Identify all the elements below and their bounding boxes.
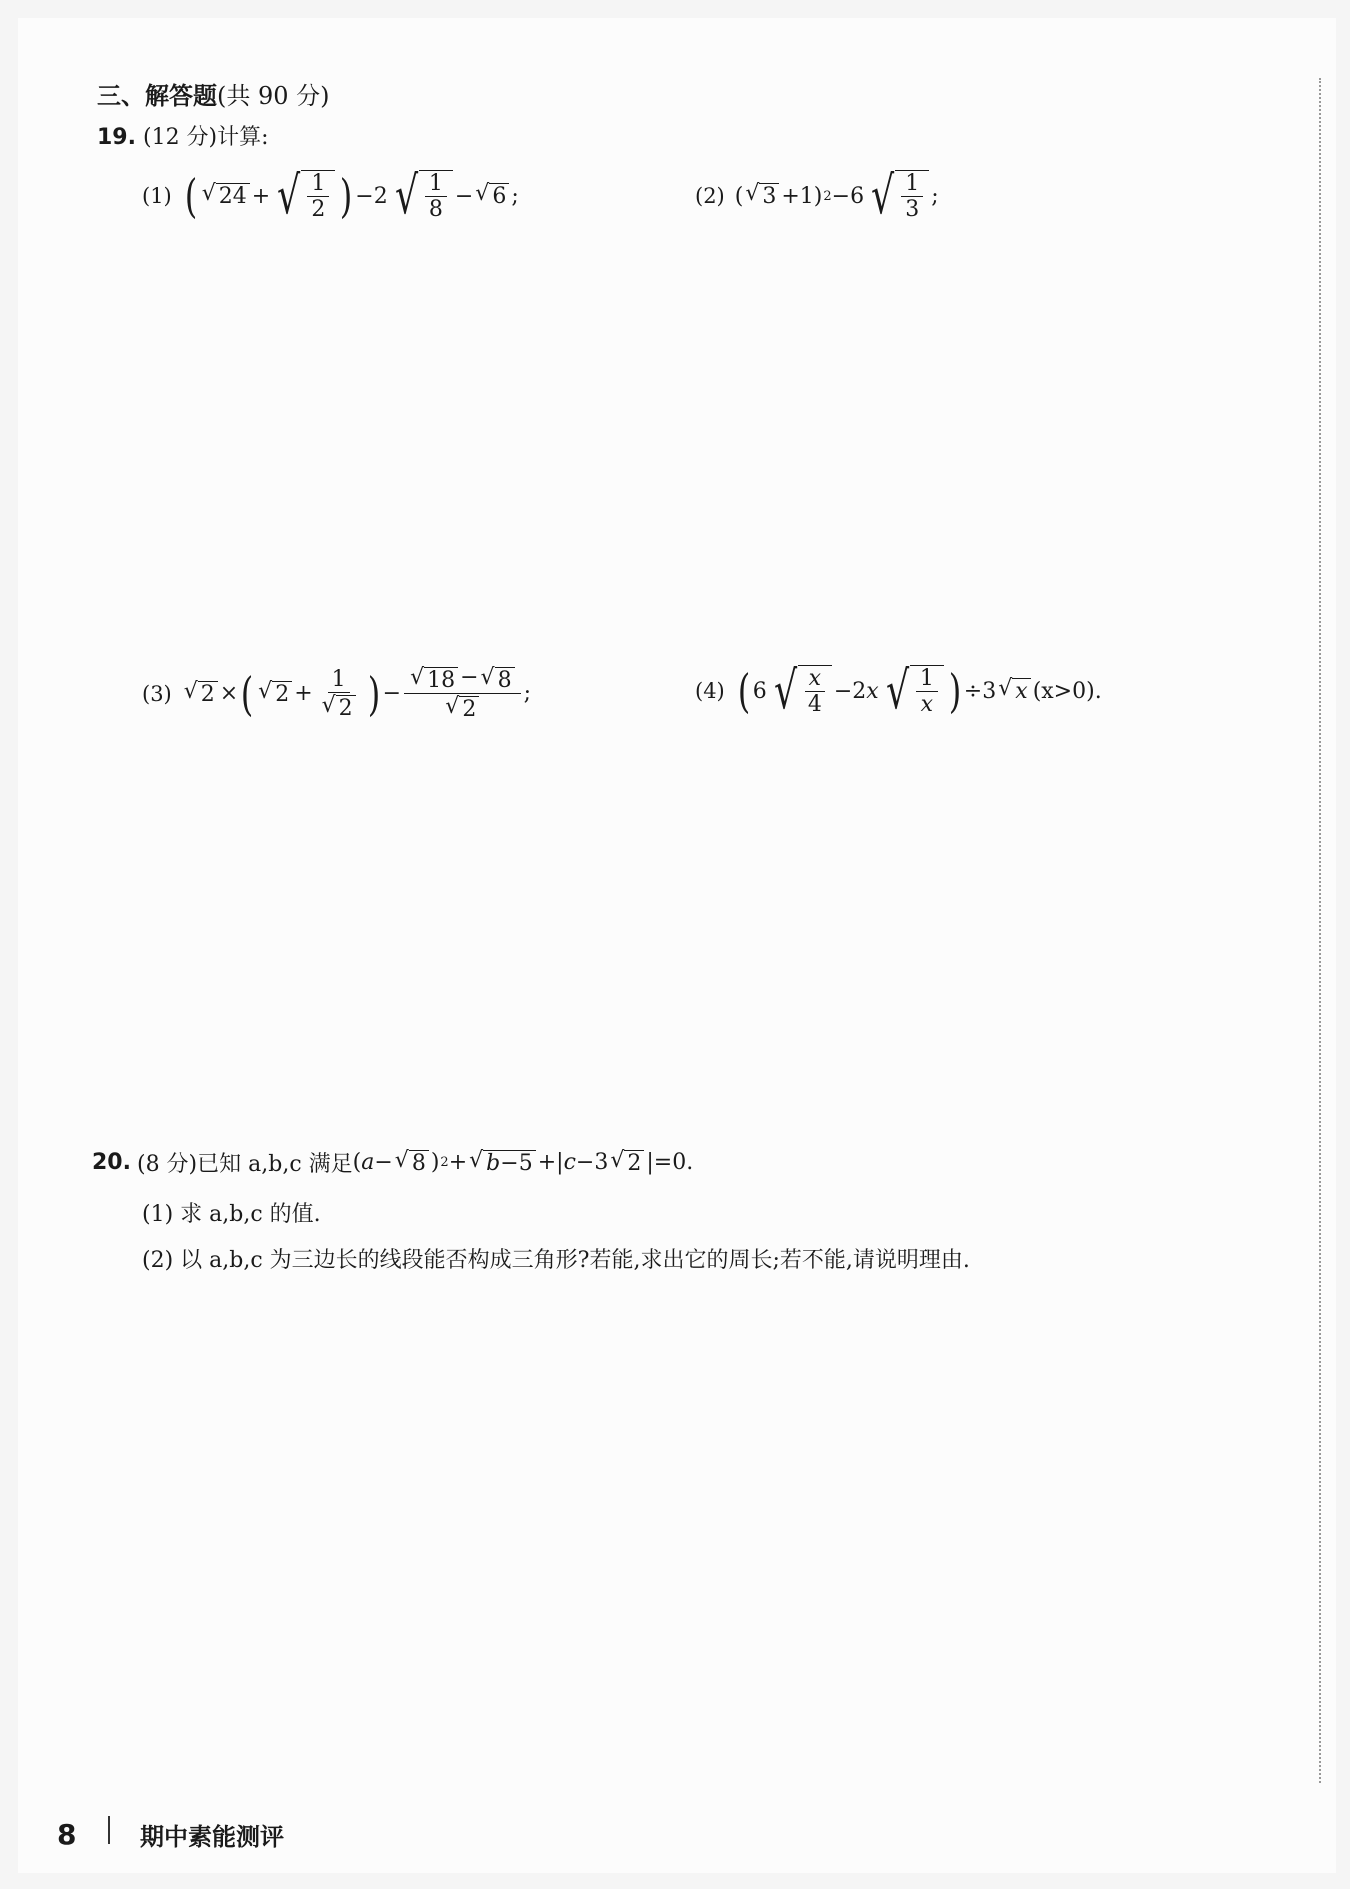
q20-part2: (2) 以 a,b,c 为三边长的线段能否构成三角形?若能,求出它的周长;若不能,请说明理由. xyxy=(142,1248,970,1273)
minus-six: −6 xyxy=(831,183,865,209)
sqrt-one-half: √ $\frac{1}{2}$ xyxy=(272,170,335,223)
minus-sign: − xyxy=(382,681,402,707)
section-title xyxy=(97,76,330,111)
exponent-2: 2 xyxy=(440,1155,449,1170)
q19-part3-expression xyxy=(142,665,531,723)
q20-term1-open: (a− xyxy=(352,1150,393,1175)
plus-sign: + xyxy=(537,1150,557,1175)
sqrt-2: √ 2 xyxy=(258,681,292,707)
binding-margin-line xyxy=(1319,78,1321,1783)
sqrt-x: √ x xyxy=(998,678,1030,704)
one-over-sqrt-2: 1 √ 2 xyxy=(316,667,362,722)
q19-part1-label: (1) xyxy=(142,184,172,209)
sqrt-one-eighth: √ $\frac{1}{8}$ xyxy=(390,170,453,223)
sqrt-8: √ 8 xyxy=(395,1150,429,1176)
semicolon: ; xyxy=(523,681,531,707)
minus-sign: − xyxy=(454,183,474,209)
sqrt-b-minus-5: √ b−5 xyxy=(469,1150,536,1176)
sqrt-x-over-4: √ $\frac{x}{4}$ xyxy=(769,665,832,718)
sqrt-one-over-x: √ $\frac{1}{x}$ xyxy=(881,665,944,718)
q19-part2-label: (2) xyxy=(695,184,725,209)
plus-one: +1) xyxy=(781,183,823,209)
abs-open: |c−3 xyxy=(556,1150,609,1175)
sqrt-24: √ 24 xyxy=(202,183,250,209)
left-paren: ( xyxy=(240,666,254,721)
sqrt-3: √ 3 xyxy=(745,183,779,209)
question-19-prompt: (12 分)计算: xyxy=(142,125,269,150)
left-paren: ( xyxy=(734,183,744,209)
right-paren: ) xyxy=(948,664,962,719)
sqrt-one-third: √ $\frac{1}{3}$ xyxy=(866,170,929,223)
question-20-prompt-post: =0. xyxy=(653,1150,694,1175)
right-paren: ) xyxy=(340,169,353,224)
question-20-number: 20. xyxy=(92,1150,131,1175)
radical-fraction: √ 18 − √ 8 √ 2 xyxy=(404,665,521,723)
times-sign: × xyxy=(219,681,239,707)
domain-condition: (x>0). xyxy=(1032,678,1102,704)
page-number: 8 xyxy=(57,1818,77,1851)
question-20-prompt-pre: (8 分)已知 a,b,c 满足 xyxy=(136,1152,353,1177)
sqrt-2: √ 2 xyxy=(610,1150,644,1176)
q19-part1-expression xyxy=(142,166,519,226)
sqrt-2: √ 2 xyxy=(184,681,218,707)
semicolon: ; xyxy=(931,183,939,209)
section-title-note: (共 90 分) xyxy=(217,82,330,110)
sqrt-6: √ 6 xyxy=(475,183,509,209)
page xyxy=(18,18,1336,1873)
abs-close: | xyxy=(646,1150,654,1175)
plus-sign: + xyxy=(294,681,313,707)
section-title-bold: 三、解答题 xyxy=(97,82,217,110)
footer-title: 期中素能测评 xyxy=(140,1823,284,1851)
q19-part4-expression xyxy=(695,661,1102,721)
q20-term1-close: ) xyxy=(430,1150,440,1175)
q19-part2-expression xyxy=(695,166,939,226)
footer-divider xyxy=(108,1816,110,1844)
plus-sign: + xyxy=(448,1150,468,1175)
q19-part4-label: (4) xyxy=(695,679,725,704)
plus-sign: + xyxy=(251,183,271,209)
divide-three: ÷3 xyxy=(963,678,997,704)
minus-two-x: −2x xyxy=(833,678,879,704)
exponent-2: 2 xyxy=(823,188,832,204)
q19-part3-label: (3) xyxy=(142,681,172,706)
question-20-header xyxy=(92,1147,693,1178)
left-paren: ( xyxy=(737,664,751,719)
question-19-number: 19. xyxy=(97,125,136,150)
six: 6 xyxy=(752,678,767,704)
semicolon: ; xyxy=(511,183,519,209)
q20-part1: (1) 求 a,b,c 的值. xyxy=(142,1202,321,1227)
question-19-header xyxy=(97,120,269,151)
right-paren: ) xyxy=(367,666,380,721)
left-paren: ( xyxy=(184,169,198,224)
minus-two: −2 xyxy=(355,183,388,209)
